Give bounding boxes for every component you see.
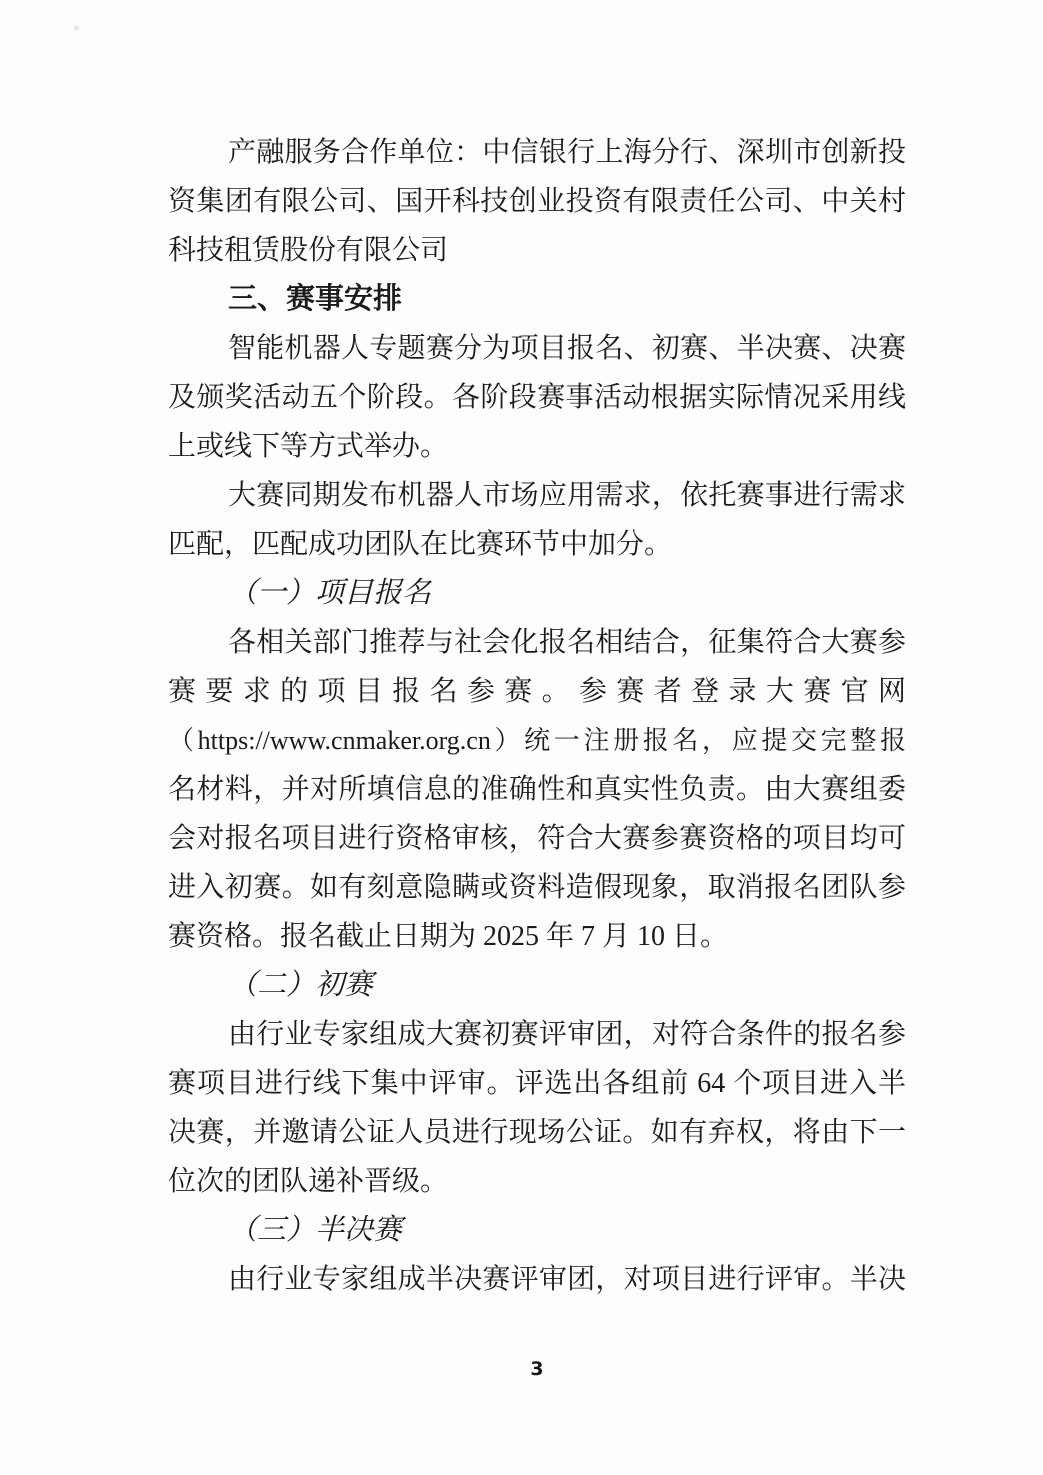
line-finance-partners-3: 科技租赁股份有限公司 (168, 235, 449, 266)
document-body (168, 128, 906, 1304)
heading-project-registration: （一）项目报名 (228, 577, 432, 609)
line-competition-stages-3: 上或线下等方式举办。 (168, 431, 449, 462)
line-registration-deadline: 赛资格。报名截止日期为 2025 年 7 月 10 日。 (168, 921, 729, 952)
heading-preliminary-round: （二）初赛 (228, 969, 374, 1001)
line-preliminary-3: 决赛，并邀请公证人员进行现场公证。如有弃权，将由下一 (168, 1117, 906, 1148)
line-registration-2: 赛要求的项目报名参赛。参赛者登录大赛官网 (168, 676, 906, 707)
line-demand-matching-2: 匹配，匹配成功团队在比赛环节中加分。 (168, 529, 673, 560)
page-number: 3 (530, 1358, 544, 1380)
line-demand-matching-1: 大赛同期发布机器人市场应用需求，依托赛事进行需求 (228, 480, 906, 511)
line-registration-5: 会对报名项目进行资格审核，符合大赛参赛资格的项目均可 (168, 823, 906, 854)
line-preliminary-1: 由行业专家组成大赛初赛评审团，对符合条件的报名参 (228, 1019, 906, 1050)
line-preliminary-2: 赛项目进行线下集中评审。评选出各组前 64 个项目进入半 (168, 1068, 906, 1099)
line-semifinal-1: 由行业专家组成半决赛评审团，对项目进行评审。半决 (228, 1264, 906, 1295)
heading-semifinal-round: （三）半决赛 (228, 1214, 403, 1246)
line-competition-stages-2: 及颁奖活动五个阶段。各阶段赛事活动根据实际情况采用线 (168, 382, 906, 413)
heading-section-three: 三、赛事安排 (228, 283, 403, 315)
line-finance-partners-1: 产融服务合作单位：中信银行上海分行、深圳市创新投 (228, 137, 906, 168)
line-registration-url: （https://www.cnmaker.org.cn）统一注册报名，应提交完整报 (168, 726, 906, 755)
line-registration-6: 进入初赛。如有刻意隐瞒或资料造假现象，取消报名团队参 (168, 872, 906, 903)
line-competition-stages-1: 智能机器人专题赛分为项目报名、初赛、半决赛、决赛 (228, 333, 906, 364)
scan-speckle (74, 26, 79, 30)
line-registration-1: 各相关部门推荐与社会化报名相结合，征集符合大赛参 (228, 627, 906, 658)
line-preliminary-4: 位次的团队递补晋级。 (168, 1166, 449, 1197)
line-registration-4: 名材料，并对所填信息的准确性和真实性负责。由大赛组委 (168, 774, 906, 805)
line-finance-partners-2: 资集团有限公司、国开科技创业投资有限责任公司、中关村 (168, 186, 906, 217)
